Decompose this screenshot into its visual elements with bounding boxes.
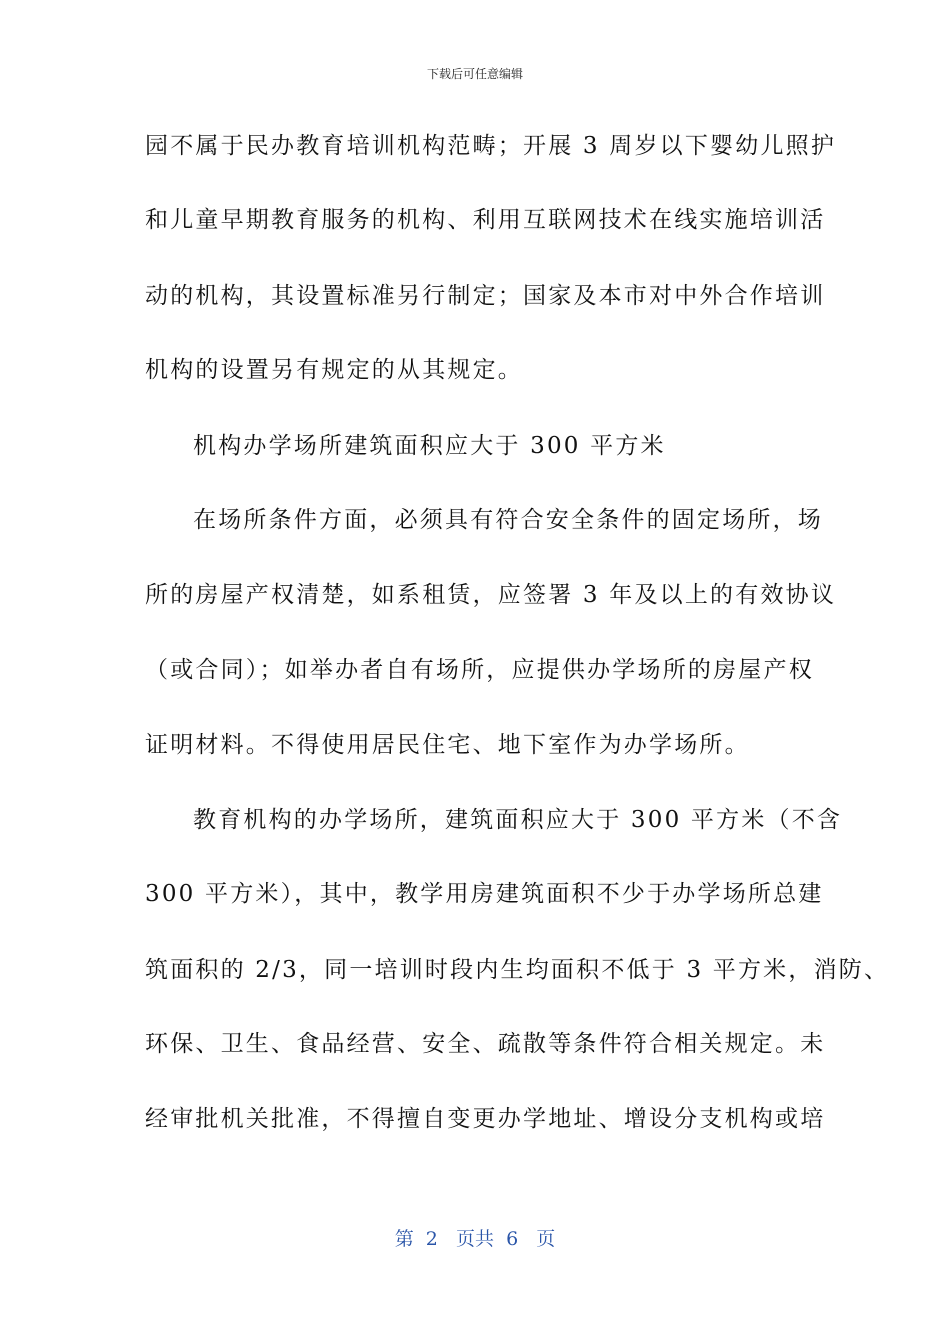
body-line: 和儿童早期教育服务的机构、利用互联网技术在线实施培训活 xyxy=(145,207,826,233)
section-heading: 机构办学场所建筑面积应大于 300 平方米 xyxy=(193,433,666,459)
body-line: 300 平方米），其中，教学用房建筑面积不少于办学场所总建 xyxy=(145,881,824,907)
page-header: 下载后可任意编辑 xyxy=(426,67,523,81)
body-line: 园不属于民办教育培训机构范畴；开展 3 周岁以下婴幼儿照护 xyxy=(145,133,837,159)
body-line: （或合同）；如举办者自有场所，应提供办学场所的房屋产权 xyxy=(145,657,814,683)
body-line: 环保、卫生、食品经营、安全、疏散等条件符合相关规定。未 xyxy=(145,1031,826,1057)
body-line: 所的房屋产权清楚，如系租赁，应签署 3 年及以上的有效协议 xyxy=(145,582,837,608)
body-line: 证明材料。不得使用居民住宅、地下室作为办学场所。 xyxy=(145,732,750,758)
body-line: 筑面积的 2/3，同一培训时段内生均面积不低于 3 平方米，消防、 xyxy=(145,957,890,983)
body-line: 机构的设置另有规定的从其规定。 xyxy=(145,357,523,383)
body-line: 教育机构的办学场所，建筑面积应大于 300 平方米（不含 xyxy=(193,807,843,833)
body-line: 动的机构，其设置标准另行制定；国家及本市对中外合作培训 xyxy=(145,283,826,309)
page-number-footer: 第 2 页共 6 页 xyxy=(394,1228,556,1250)
body-line: 在场所条件方面，必须具有符合安全条件的固定场所，场 xyxy=(193,507,823,533)
body-line: 经审批机关批准，不得擅自变更办学地址、增设分支机构或培 xyxy=(145,1106,826,1132)
